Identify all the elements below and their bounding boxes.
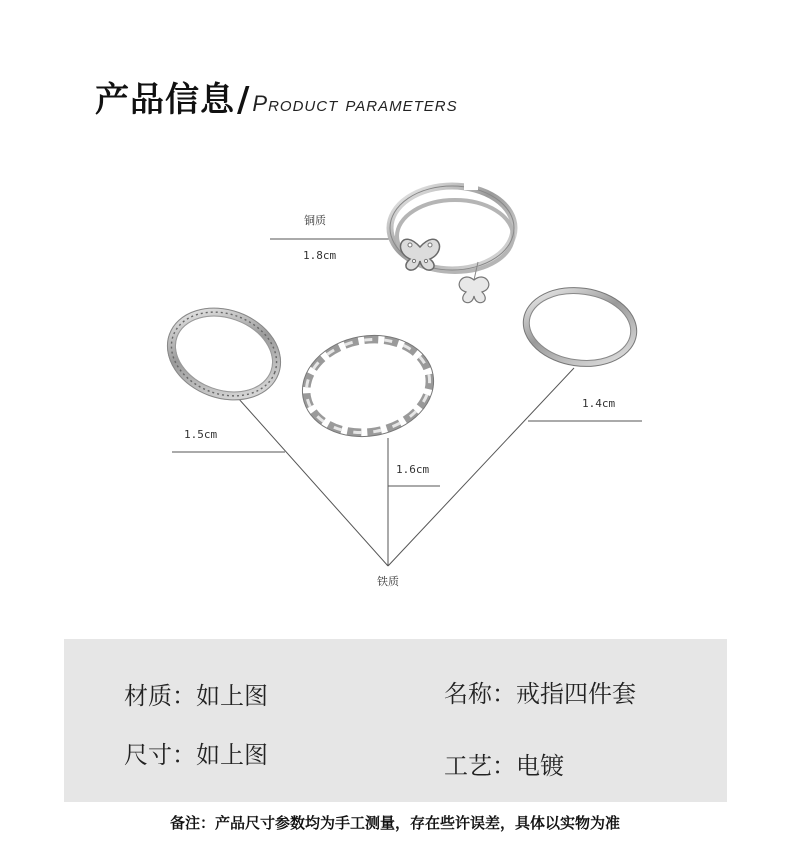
butterfly-ring — [390, 178, 514, 303]
dimension-label-d: 1.4cm — [582, 397, 616, 410]
plain-ring — [518, 280, 642, 373]
iron-label: 铁质 — [377, 575, 399, 588]
copper-label: 铜质 — [304, 214, 326, 227]
textured-ring — [154, 293, 293, 415]
dimension-label-a: 1.8cm — [303, 249, 337, 262]
twisted-ring — [294, 325, 441, 446]
dimension-label-c: 1.6cm — [396, 463, 430, 476]
title-slash: / — [237, 80, 250, 120]
spec-material: 材质：如上图 — [124, 682, 268, 710]
title-chinese: 产品信息 — [95, 80, 235, 120]
title-english: Product parameters — [252, 91, 458, 116]
dimension-label-b: 1.5cm — [184, 428, 218, 441]
spec-name: 名称：戒指四件套 — [444, 680, 636, 708]
spec-panel — [64, 639, 727, 802]
footnote: 备注：产品尺寸参数均为手工测量，存在些许误差，具体以实物为准 — [169, 814, 620, 832]
spec-craft: 工艺：电镀 — [444, 752, 564, 780]
spec-size: 尺寸：如上图 — [124, 741, 268, 769]
